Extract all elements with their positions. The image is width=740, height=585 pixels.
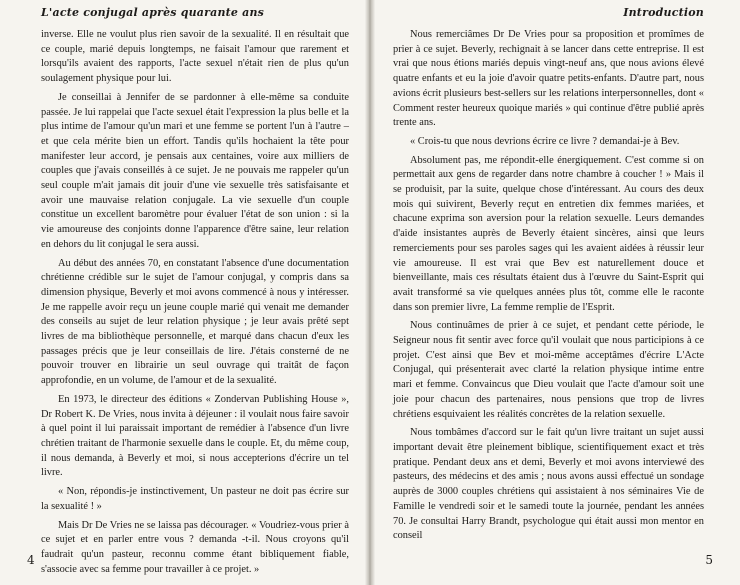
paragraph: Mais Dr De Vries ne se laissa pas décourager. « Voudriez-vous prier à ce sujet et en parler entre vous ? demanda -t-il. Nous croyons qu'il faudrait qu'un pasteur, reconnu comme étant bibliquement fiable, s'associe avec sa femme pour travailler à ce projet. » [41, 519, 349, 575]
paragraph: « Crois-tu que nous devrions écrire ce livre ? demandai-je à Bev. [410, 135, 680, 147]
paragraph: Nous remerciâmes Dr De Vries pour sa proposition et promîmes de prier à ce sujet. Beverly, rechignait à se lancer dans cette entreprise. Il est vrai que nous étions mariés depuis vingt-neuf ans, que nous avions élevé quatre enfants et eu la joie d'avoir quatre petits-enfants. D'autre part, nous avions écrit plusieurs best-sellers sur les relations interpersonnelles, dont « Comment rester heureux quoique mariés » qui continue d'être publié après trente ans. [393, 29, 704, 129]
paragraph: Au début des années 70, en constatant l'absence d'une documentation chrétienne crédible sur le sujet de l'amour conjugal, y compris dans sa dimension physique, Beverly et moi avons commencé à nous y intéresser. Je me rappelle avoir reçu un jeune couple marié qui venait me demander des conseils au sujet de leur relation physique ; je leur avais prêté sept livres de ma bibliothèque personnelle, et marqué dans chacun d'eux les passages précis que je leur conseillais de lire. J'étais consterné de ne pouvoir trouver en librairie un seul ouvrage qui traitât de façon approfondie, en un volume, de l'amour et de la sexualité. [41, 257, 349, 387]
paragraph: Je conseillai à Jennifer de se pardonner à elle-même sa conduite passée. Je lui rappelai que l'acte sexuel était l'expression la plus belle et la plus intime de l'amour qu'un mari et une femme se portent l'un à l'autre – et que cela mérite bien un effort. Tandis qu'ils hochaient la tête pour manifester leur accord, je pensais aux centaines, voire aux milliers de couples que j'avais conseillés à ce sujet. Je ne pouvais me rappeler qu'un seul couple m'ait jamais dit jouir d'une vie sexuelle très satisfaisante et avoir une mauvaise relation conjugale. La vie sexuelle d'un couple constitue un excellent baromètre pour évaluer l'état de son union : si la vie amoureuse des conjoints donne l'apparence d'être saine, leur relation en dehors du lit conjugal le sera aussi. [41, 91, 349, 250]
paragraph: Nous continuâmes de prier à ce sujet, et pendant cette période, le Seigneur nous fit sentir avec force qu'il voulait que nous participions à ce projet. C'est ainsi que Bev et moi-même acceptâmes d'écrire L'Acte Conjugal, qui présenterait avec clarté la relation physique intime entre mari et femme. Convaincus que Dieu voulait que l'acte d'amour soit une joie pour chacun des partenaires, nous pensions que trop de livres chrétiens esquivaient les réalités concrètes de la relation sexuelle. [393, 320, 704, 420]
book-gutter [365, 0, 375, 585]
page-number: 5 [705, 553, 713, 567]
paragraph: Nous tombâmes d'accord sur le fait qu'un livre traitant un sujet aussi important devait être pleinement biblique, scientifiquement exact et très pratique. Pendant deux ans et demi, Beverly et moi avons interviewé des pasteurs, des médecins et des amis ; nous avons aussi effectué un sondage auprès de 3000 couples chrétiens qui assistaient à nos séminaires Vie de Famille le vendredi soir et le samedi toute la journée, pendant les années 70. Je consultai Harry Brandt, psychologue qui était aussi mon mentor en conseil [393, 427, 704, 542]
paragraph: En 1973, le directeur des éditions « Zondervan Publishing House », Dr Robert K. De Vries, nous invita à déjeuner : il voulait nous faire savoir à quel point il lui paraissait important de remédier à l'absence d'un livre chrétien traitant de l'harmonie sexuelle dans le couple. Et, du même coup, il nous demanda, à Beverly et moi, si nous accepterions d'écrire un tel livre. [41, 393, 349, 479]
page-number: 4 [27, 553, 35, 567]
left-page-body [41, 28, 349, 577]
running-head-chapter-title: Introduction [623, 6, 704, 19]
paragraph: Absolument pas, me répondit-elle énergiquement. C'est comme si on permettait aux gens de regarder dans notre chambre à coucher ! » Mais il se produisit, par la suite, quelque chose d'intéressant. Au cours des deux mois qui suivirent, Beverly reçut en entretien dix femmes mariées, et chacune exprima son aversion pour la relation sexuelle. Leurs demandes d'aide insistantes auprès de Beverly étaient sincères, ainsi que leurs remerciements pour ses paroles sages qui les avaient aidées à réussir leur vie amoureuse. Il est vrai que Bev est naturellement douce et bienveillante, mais ces résultats étaient dus à l'œuvre du Saint-Esprit qui avait transformé sa vie quelques années plus tôt, comme elle le raconte dans son premier livre, La femme remplie de l'Esprit. [393, 154, 704, 313]
right-page-body [393, 28, 704, 544]
left-page [0, 0, 369, 585]
paragraph: « Non, répondis-je instinctivement, Un pasteur ne doit pas écrire sur la sexualité ! » [41, 486, 349, 512]
paragraph: inverse. Elle ne voulut plus rien savoir de la sexualité. Il en résultait que ce couple, marié depuis longtemps, ne faisait l'amour que rarement et lorsqu'ils avaient des rapports, l'acte sexuel n'était rien de plus qu'un soulagement physique pour lui. [41, 29, 349, 85]
right-page [369, 0, 740, 585]
running-head-book-title: L'acte conjugal après quarante ans [41, 6, 265, 19]
